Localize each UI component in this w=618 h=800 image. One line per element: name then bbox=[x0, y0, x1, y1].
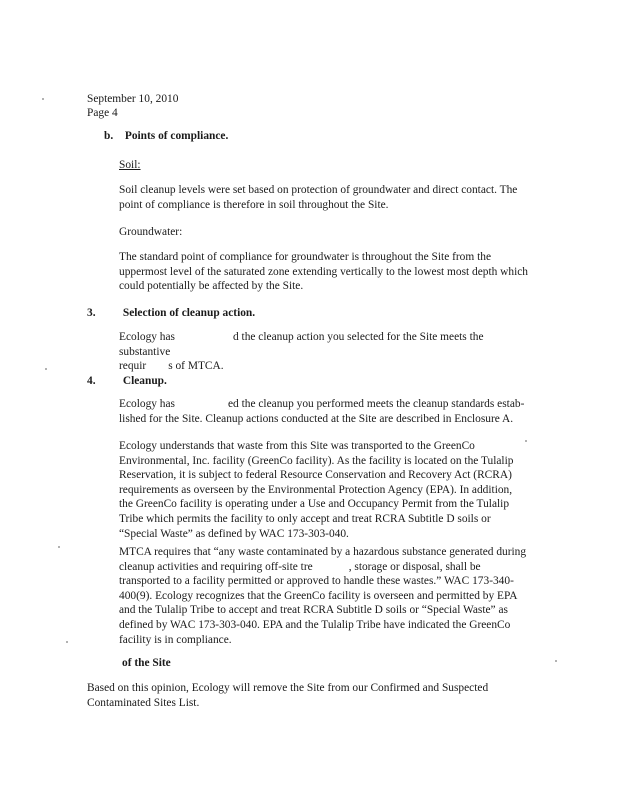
paragraph-line: “Special Waste” as defined by WAC 173-303-040. bbox=[119, 527, 349, 540]
paragraph-line: lished for the Site. Cleanup actions conducted at the Site are described in Enclosure A. bbox=[119, 412, 514, 425]
paragraph-line: Based on this opinion, Ecology will remove the Site from our Confirmed and Suspected bbox=[87, 682, 489, 694]
paragraph-line: facility is in compliance. bbox=[119, 633, 232, 646]
paragraph-line: could potentially be affected by the Site. bbox=[119, 280, 304, 293]
text-fragment: cleanup activities and requiring off-site tre bbox=[119, 560, 313, 573]
text-fragment: Ecology has bbox=[119, 331, 175, 343]
paragraph-line: Environmental, Inc. facility (GreenCo facility). As the facility is located on the Tulalip bbox=[119, 454, 514, 467]
soil-paragraph bbox=[119, 183, 531, 212]
paragraph-line: Tribe which permits the facility to only accept and treat RCRA Subtitle D soils or bbox=[119, 512, 491, 525]
letter-date: September 10, 2010 bbox=[87, 93, 179, 105]
text-fragment: requir bbox=[119, 360, 147, 373]
paragraph-line: MTCA requires that “any waste contaminated by a hazardous substance generated during bbox=[119, 546, 527, 558]
paragraph-line: Soil cleanup levels were set based on protection of groundwater and direct contact. The bbox=[119, 184, 518, 196]
paragraph-line: Contaminated Sites List. bbox=[87, 696, 200, 709]
section-3-paragraph bbox=[119, 330, 531, 374]
paragraph-line: Reservation, it is subject to federal Resource Conservation and Recovery Act (RCRA) bbox=[119, 469, 512, 482]
cleanup-paragraph-1 bbox=[119, 397, 531, 426]
text-fragment: Ecology has bbox=[119, 398, 175, 410]
scan-speck bbox=[66, 641, 68, 643]
section-4-title: Cleanup. bbox=[122, 375, 167, 387]
soil-heading: Soil: bbox=[119, 159, 141, 171]
section-b-title: Points of compliance. bbox=[124, 130, 229, 142]
section-4-heading bbox=[87, 374, 167, 389]
paragraph-line: uppermost level of the saturated zone extending vertically to the lowest most depth which bbox=[119, 265, 529, 278]
paragraph-line bbox=[119, 560, 531, 575]
text-fragment: d the cleanup action you selected for the Site meets the substantive bbox=[119, 331, 484, 358]
section-3-heading bbox=[87, 306, 255, 321]
paragraph-line: and the Tulalip Tribe to accept and treat RCRA Subtitle D soils or “Special Waste” as bbox=[119, 604, 508, 617]
section-5-heading: of the Site bbox=[122, 657, 171, 669]
cleanup-paragraph-2 bbox=[119, 439, 531, 541]
paragraph-line: defined by WAC 173-303-040. EPA and the Tulalip Tribe have indicated the GreenCo bbox=[119, 618, 511, 631]
section-b-label: b. bbox=[104, 130, 114, 142]
cleanup-paragraph-3 bbox=[119, 545, 531, 647]
section-4-number: 4. bbox=[87, 375, 96, 387]
text-fragment: , storage or disposal, shall be bbox=[348, 560, 481, 573]
paragraph-line: Ecology understands that waste from this Site was transported to the GreenCo bbox=[119, 440, 475, 452]
section-3-number: 3. bbox=[87, 307, 96, 319]
section-b-heading bbox=[104, 129, 228, 144]
scan-speck bbox=[42, 98, 44, 100]
scan-speck bbox=[58, 546, 60, 548]
paragraph-line: transported to a facility permitted or approved to handle these wastes.” WAC 173-340- bbox=[119, 575, 514, 588]
paragraph-line bbox=[119, 359, 531, 374]
scan-speck bbox=[525, 440, 527, 442]
paragraph-line bbox=[119, 330, 531, 359]
section-3-title: Selection of cleanup action. bbox=[122, 307, 256, 319]
page-number: Page 4 bbox=[87, 107, 118, 119]
letter-header bbox=[87, 92, 178, 120]
paragraph-line: point of compliance is therefore in soil throughout the Site. bbox=[119, 198, 389, 211]
text-fragment: ed the cleanup you performed meets the cleanup standards estab- bbox=[228, 398, 525, 410]
scan-speck bbox=[45, 368, 47, 370]
paragraph-line: The standard point of compliance for groundwater is throughout the Site from the bbox=[119, 251, 491, 263]
closing-paragraph bbox=[87, 681, 507, 710]
paragraph-line: the GreenCo facility is operating under a Use and Occupancy Permit from the Tulalip bbox=[119, 498, 510, 511]
paragraph-line bbox=[119, 397, 531, 412]
groundwater-paragraph bbox=[119, 250, 531, 294]
paragraph-line: 400(9). Ecology recognizes that the GreenCo facility is overseen and permitted by EPA bbox=[119, 589, 518, 602]
groundwater-heading: Groundwater: bbox=[119, 226, 183, 238]
paragraph-line: requirements as overseen by the Environmental Protection Agency (EPA). In addition, bbox=[119, 483, 513, 496]
scan-speck bbox=[555, 660, 557, 662]
text-fragment: s of MTCA. bbox=[168, 360, 224, 373]
